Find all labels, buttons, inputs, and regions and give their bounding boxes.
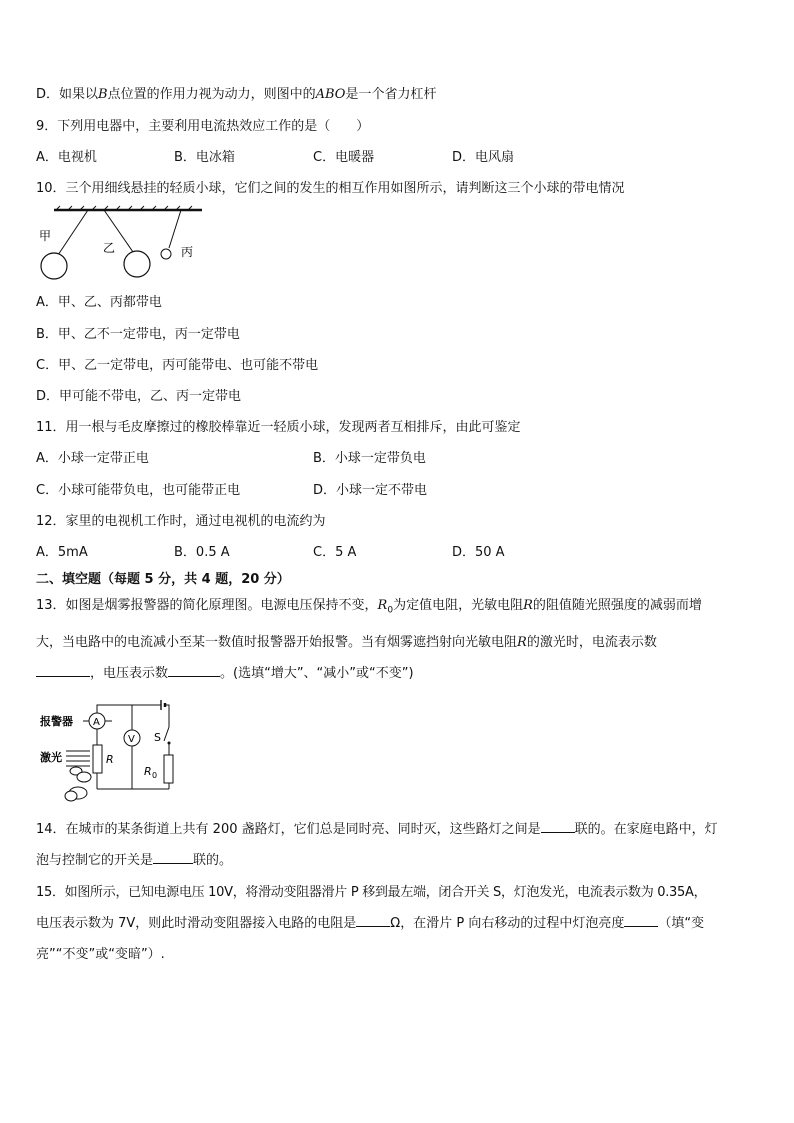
q11-option-d: D．小球一定不带电 bbox=[313, 483, 428, 498]
q9-option-c: C．电暖器 bbox=[313, 150, 375, 165]
laser-beams bbox=[66, 751, 90, 766]
switch-symbol bbox=[164, 727, 169, 741]
smoke-icon bbox=[65, 767, 91, 801]
q11-option-b: B．小球一定带负电 bbox=[313, 451, 426, 466]
q10-option-d: D．甲可能不带电，乙、丙一定带电 bbox=[36, 389, 242, 404]
q13-paragraph bbox=[36, 590, 760, 689]
q13-text: 13．如图是烟雾报警器的简化原理图。电源电压保持不变， bbox=[36, 598, 378, 613]
q15-text: 亮”“不变”或“变暗”）. bbox=[36, 947, 165, 962]
section-title: 二、填空题（每题 5 分，共 4 题，20 分） bbox=[36, 572, 290, 587]
q13-blank-current[interactable] bbox=[36, 664, 90, 677]
q8-var-abo: ABO bbox=[315, 87, 346, 102]
thread-bing bbox=[169, 210, 181, 248]
q8-option-d-text: 是一个省力杠杆 bbox=[345, 87, 437, 102]
q13-blank-voltage[interactable] bbox=[168, 664, 220, 677]
q13-text: 。(选填“增大”、“减小”或“不变”) bbox=[220, 665, 414, 681]
q13-text: 的激光时，电流表示数 bbox=[526, 634, 657, 650]
q8-option-d-text: D．如果以 bbox=[36, 87, 99, 102]
q15-text: （填“变 bbox=[658, 916, 705, 931]
photoresistor-symbol bbox=[93, 745, 102, 773]
label-bing: 丙 bbox=[181, 245, 194, 259]
q13-text: 为定值电阻，光敏电阻 bbox=[393, 598, 524, 613]
q13-var-r: R bbox=[523, 598, 533, 613]
q13-var-r: R bbox=[517, 634, 527, 650]
q14-blank-1[interactable] bbox=[541, 820, 575, 833]
q11-option-c: C．小球可能带负电，也可能带正电 bbox=[36, 483, 241, 498]
laser-label: 激光 bbox=[40, 751, 62, 764]
q12-option-a: A．5mA bbox=[36, 545, 88, 560]
q13-text: 的阻值随光照强度的减弱而增 bbox=[532, 598, 702, 613]
q15-text: Ω，在滑片 P 向右移动的过程中灯泡亮度 bbox=[390, 916, 625, 931]
q13-var-r0-sub: 0 bbox=[387, 605, 394, 616]
resistor-r-label: R bbox=[106, 753, 114, 766]
ball-bing bbox=[161, 249, 171, 259]
q9-option-d: D．电风扇 bbox=[452, 150, 515, 165]
q10-option-a: A．甲、乙、丙都带电 bbox=[36, 295, 162, 310]
q13-circuit-figure bbox=[38, 697, 188, 807]
ammeter-label: A bbox=[93, 717, 100, 728]
q13-text: ，电压表示数 bbox=[90, 665, 169, 681]
label-jia: 甲 bbox=[39, 229, 52, 243]
q9-option-b: B．电冰箱 bbox=[174, 150, 235, 165]
q11-option-a: A．小球一定带正电 bbox=[36, 451, 149, 466]
q8-option-d bbox=[36, 83, 436, 102]
label-yi: 乙 bbox=[103, 241, 116, 255]
q13-text: 大，当电路中的电流减小至某一数值时报警器开始报警。当有烟雾遮挡射向光敏电阻 bbox=[36, 634, 518, 650]
q8-option-d-text: 点位置的作用力视为动力，则图中的 bbox=[107, 87, 316, 102]
q15-text: 15．如图所示，已知电源电压 10V，将滑动变阻器滑片 P 移到最左端，闭合开关 S，灯泡发光，电流表示数为 0.35A， bbox=[36, 885, 707, 900]
q14-blank-2[interactable] bbox=[153, 851, 193, 864]
q10-stem: 10．三个用细线悬挂的轻质小球，它们之间的发生的相互作用如图所示，请判断这三个小球的带电情况 bbox=[36, 181, 625, 196]
resistor-r0-label: R bbox=[144, 765, 152, 778]
alarm-label: 报警器 bbox=[40, 715, 73, 728]
q14-text: 泡与控制它的开关是 bbox=[36, 853, 154, 868]
q14-text: 联的。在家庭电路中，灯 bbox=[574, 822, 718, 837]
voltmeter-label: V bbox=[128, 734, 135, 745]
q14-paragraph bbox=[36, 814, 760, 876]
q14-text: 14．在城市的某条街道上共有 200 盏路灯，它们总是同时亮、同时灭，这些路灯之间是 bbox=[36, 822, 541, 837]
q12-stem: 12．家里的电视机工作时，通过电视机的电流约为 bbox=[36, 514, 326, 529]
q9-stem: 9．下列用电器中，主要利用电流热效应工作的是（ ） bbox=[36, 119, 370, 134]
q15-blank-1[interactable] bbox=[356, 914, 390, 927]
q12-option-d: D．50 A bbox=[452, 545, 505, 560]
q12-option-c: C．5 A bbox=[313, 545, 357, 560]
q11-stem: 11．用一根与毛皮摩擦过的橡胶棒靠近一轻质小球，发现两者互相排斥，由此可鉴定 bbox=[36, 420, 521, 435]
q12-option-b: B．0.5 A bbox=[174, 545, 230, 560]
q10-figure bbox=[36, 203, 202, 281]
q15-paragraph bbox=[36, 877, 760, 970]
top-wire bbox=[97, 705, 161, 713]
ball-yi bbox=[124, 251, 150, 277]
q13-var-r0: R bbox=[377, 598, 388, 613]
q9-option-a: A．电视机 bbox=[36, 150, 97, 165]
q10-option-b: B．甲、乙不一定带电，丙一定带电 bbox=[36, 327, 240, 342]
switch-label: S bbox=[154, 731, 161, 744]
q14-text: 联的。 bbox=[193, 853, 233, 868]
resistor-r0-sub: 0 bbox=[152, 771, 158, 780]
q15-text: 电压表示数为 7V，则此时滑动变阻器接入电路的电阻是 bbox=[36, 916, 357, 931]
q10-option-c: C．甲、乙一定带电，丙可能带电、也可能不带电 bbox=[36, 358, 319, 373]
resistor-r0-symbol bbox=[164, 755, 173, 783]
q8-var-b: B bbox=[98, 87, 108, 102]
thread-jia bbox=[58, 210, 88, 255]
ball-jia bbox=[41, 253, 67, 279]
q15-blank-2[interactable] bbox=[624, 914, 658, 927]
